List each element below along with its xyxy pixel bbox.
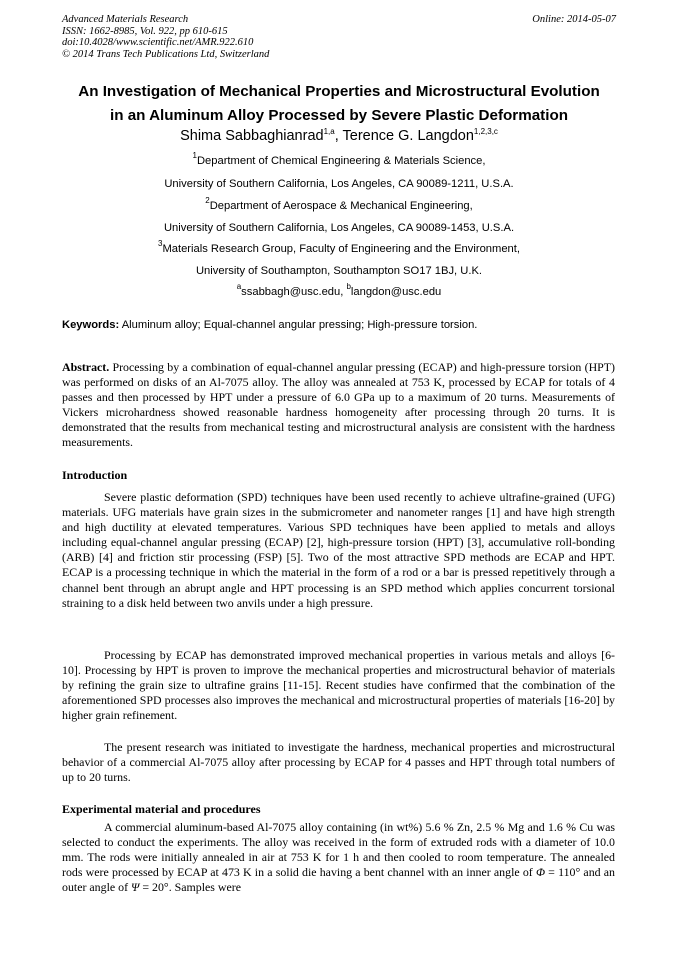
doi-line: doi:10.4028/www.scientific.net/AMR.922.610 xyxy=(62,37,254,49)
issn-line: ISSN: 1662-8985, Vol. 922, pp 610-615 xyxy=(62,25,228,37)
author-1-affiliation-marker: 1,a xyxy=(323,127,335,136)
email-b-marker: b xyxy=(346,282,351,291)
affiliation-2-line-1 xyxy=(40,196,638,213)
psi-symbol: Ψ xyxy=(131,880,140,895)
paper-title xyxy=(40,80,638,128)
affiliation-2-marker: 2 xyxy=(205,196,210,205)
author-2-affiliation-marker: 1,2,3,c xyxy=(473,127,498,136)
title-line-2: in an Aluminum Alloy Processed by Severe Plastic Deformation xyxy=(109,107,568,124)
email-b: langdon@usc.edu xyxy=(350,286,442,298)
affiliation-1-name: Department of Chemical Engineering & Materials Science, xyxy=(196,155,486,167)
online-date: Online: 2014-05-07 xyxy=(532,14,616,25)
affiliation-1-line-2: University of Southern California, Los Angeles, CA 90089-1211, U.S.A. xyxy=(164,178,514,190)
introduction-heading: Introduction xyxy=(62,468,128,482)
affiliation-2-line-2: University of Southern California, Los Angeles, CA 90089-1453, U.S.A. xyxy=(163,222,515,234)
affiliation-2-name: Department of Aerospace & Mechanical Engineering, xyxy=(209,200,473,212)
affiliation-1-marker: 1 xyxy=(192,151,197,160)
phi-symbol: Φ xyxy=(535,865,545,880)
introduction-paragraph-3: The present research was initiated to investigate the hardness, mechanical properties and microstructural behavior of a commercial Al-7075 alloy after processing by ECAP for 4 passes and HPT through total numbers of up to 20 turns. xyxy=(62,740,615,785)
copyright-line: © 2014 Trans Tech Publications Ltd, Switzerland xyxy=(62,48,270,60)
experimental-heading: Experimental material and procedures xyxy=(62,802,261,816)
email-a: ssabbagh@usc.edu, xyxy=(241,286,347,298)
author-separator: , xyxy=(334,128,343,144)
affiliation-3-marker: 3 xyxy=(157,239,163,248)
affiliation-3-line-2: University of Southampton, Southampton SO17 1BJ, U.K. xyxy=(195,265,483,277)
title-line-1: An Investigation of Mechanical Properties and Microstructural Evolution xyxy=(78,83,600,100)
affiliation-3-line-1 xyxy=(40,239,638,256)
abstract-label: Abstract. xyxy=(62,360,110,374)
author-2: Terence G. Langdon xyxy=(342,128,474,144)
psi-value: = 20°. Samples were xyxy=(139,880,242,895)
experimental-paragraph-1 xyxy=(62,820,615,895)
introduction-paragraph-2: Processing by ECAP has demonstrated improved mechanical properties in various metals and alloys [6-10]. Processing by HPT is proven to improve the mechanical properties and microstructural behavior of materials by refining the grain size to ultrafine grains [11-15]. Recent studies have confirmed that the combination of the aforementioned SPD processes also improves the mechanical and microstructural properties of materials [16-20] by higher grain refinement. xyxy=(62,648,615,723)
email-a-marker: a xyxy=(236,282,242,291)
affiliation-3-name: Materials Research Group, Faculty of Engineering and the Environment, xyxy=(162,243,521,255)
abstract xyxy=(62,360,615,451)
keywords-label: Keywords: xyxy=(62,319,120,331)
journal-header xyxy=(62,14,616,60)
keywords xyxy=(62,319,616,332)
abstract-text: Processing by a combination of equal-channel angular pressing (ECAP) and high-pressure torsion (HPT) was performed on disks of an Al-7075 alloy. The alloy was annealed at 753 K, processed by ECAP for totals of 4 passes and then processed by HPT under a pressure of 6.0 GPa up to a maximum of 20 turns. Measurements of Vickers microhardness showed reasonable hardness homogeneity after processing through 20 turns. It is demonstrated that the results from mechanical testing and microstructural analysis are consistent with the hardness measurements. xyxy=(62,360,615,450)
author-1: Shima Sabbaghianrad xyxy=(180,128,324,144)
phi-value: = 110° and an outer angle of xyxy=(62,865,615,895)
affiliation-1-line-1 xyxy=(40,151,638,168)
introduction-paragraph-1: Severe plastic deformation (SPD) techniques have been used recently to achieve ultrafine-grained (UFG) materials. UFG materials have grain sizes in the submicrometer and nanometer ranges [1] and have high strength and high ductility at elevated temperatures. Various SPD techniques have been applied to metals and alloys including equal-channel angular pressing (ECAP) [2], high-pressure torsion (HPT) [3], accumulative roll-bonding (ARB) [4] and friction stir processing (FSP) [5]. Two of the most attractive SPD methods are ECAP and HPT. ECAP is a processing technique in which the material in the form of a rod or a bar is pressed repetitively through a channel bent through an abrupt angle and HPT processing is an SPD method which applies concurrent torsional straining to a disk held between two anvils under a high pressure. xyxy=(62,490,615,610)
journal-name: Advanced Materials Research xyxy=(62,14,189,25)
author-list xyxy=(40,127,638,145)
email-line xyxy=(40,282,638,299)
experimental-text: A commercial aluminum-based Al-7075 alloy containing (in wt%) 5.6 % Zn, 2.5 % Mg and 1.6 % Cu was selected to conduct the experiments. The alloy was received in the form of extruded rods with a diameter of 10.0 mm. The rods were initially annealed in air at 753 K for 1 h and then cooled to room temperature. The annealed rods were processed by ECAP at 473 K in a solid die having a bent channel with an inner angle of xyxy=(62,820,615,880)
keywords-text: Aluminum alloy; Equal-channel angular pressing; High-pressure torsion. xyxy=(121,319,478,331)
